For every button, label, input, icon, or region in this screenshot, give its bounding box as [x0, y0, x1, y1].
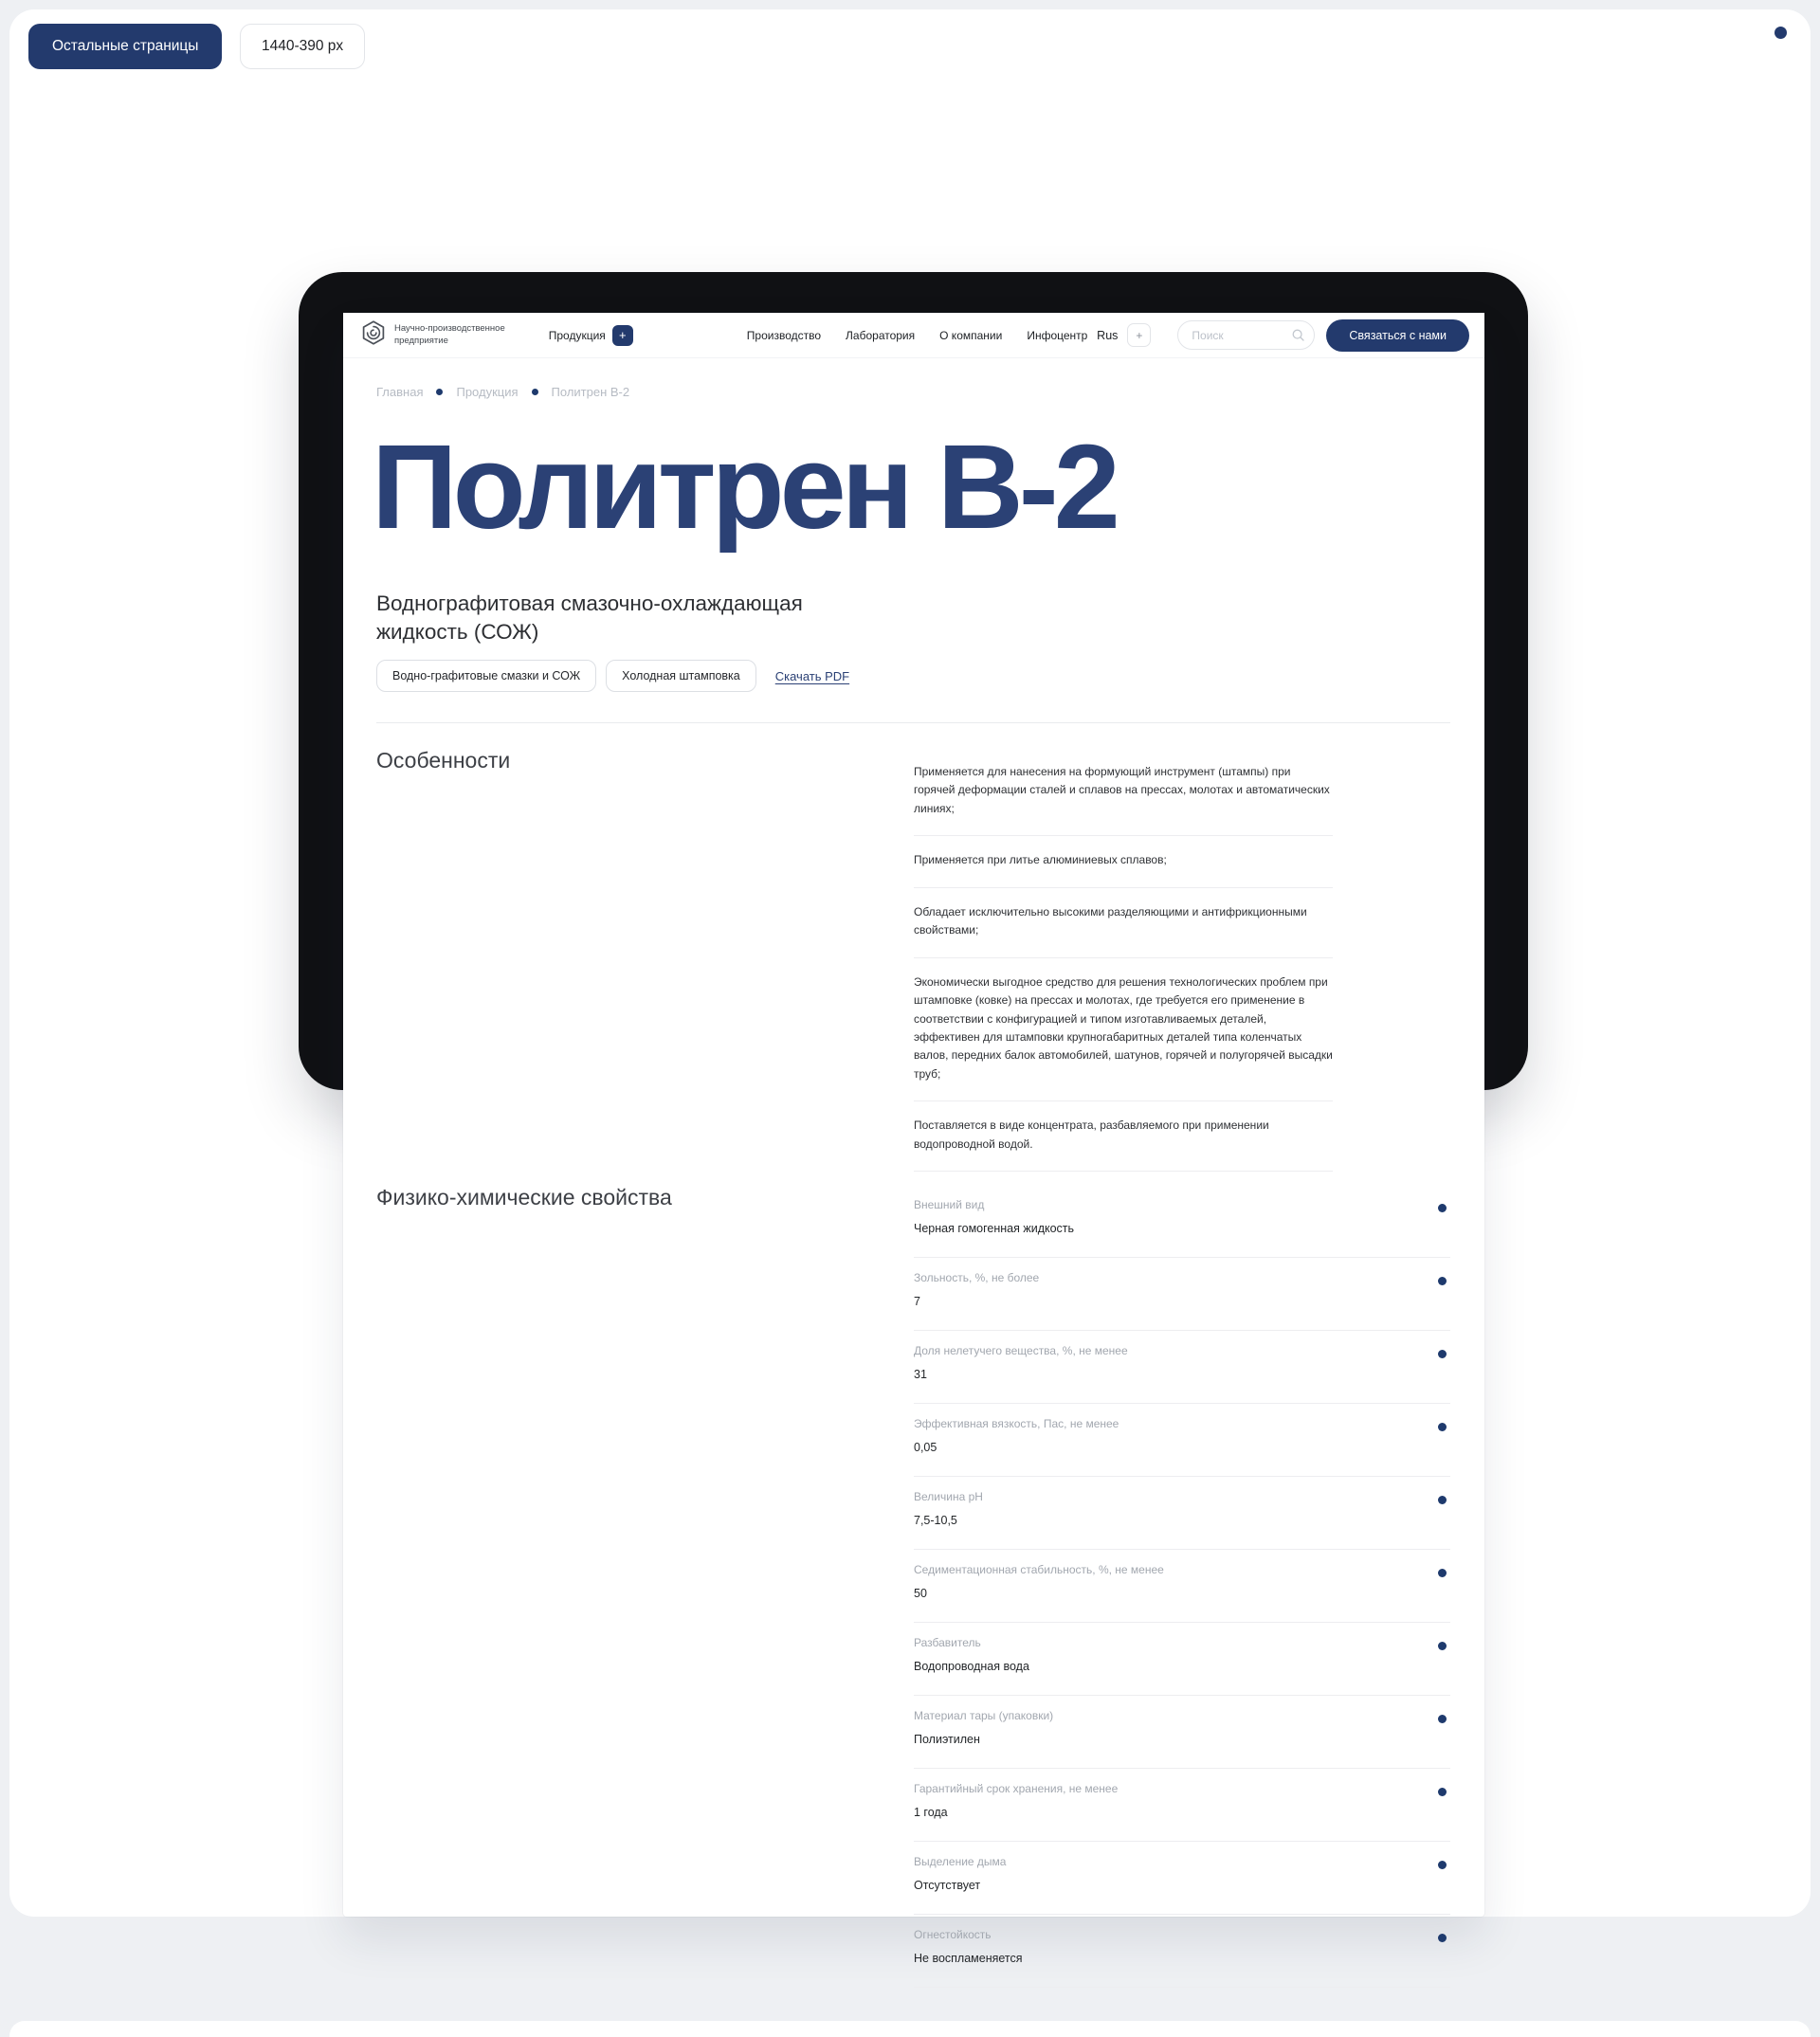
property-row: [914, 1258, 1450, 1331]
site-logo[interactable]: [360, 319, 505, 351]
nav-item[interactable]: Инфоцентр: [1027, 328, 1088, 342]
property-label: Доля нелетучего вещества, %, не менее: [914, 1344, 1128, 1358]
property-label: Зольность, %, не более: [914, 1271, 1040, 1285]
features-section: [376, 723, 1450, 1172]
property-value: 31: [914, 1368, 927, 1382]
category-tag[interactable]: Холодная штамповка: [606, 660, 756, 692]
property-label: Материал тары (упаковки): [914, 1709, 1054, 1723]
property-row: [914, 1185, 1450, 1258]
tag-list: [376, 660, 756, 692]
main-nav: [747, 329, 1088, 342]
features-heading: Особенности: [376, 748, 511, 773]
page-content: [376, 722, 1450, 1988]
products-label: Продукция: [548, 328, 606, 342]
language-label: Rus: [1097, 328, 1119, 342]
property-label: Величина pH: [914, 1490, 983, 1504]
property-value: 0,05: [914, 1441, 937, 1455]
property-label: Гарантийный срок хранения, не менее: [914, 1782, 1119, 1796]
tablet-screen: [343, 313, 1484, 1966]
property-label: Выделение дыма: [914, 1855, 1007, 1869]
property-row: [914, 1696, 1450, 1769]
property-value: 1 года: [914, 1806, 948, 1820]
other-pages-button[interactable]: Остальные страницы: [28, 24, 222, 69]
page-subtitle: Воднографитовая смазочно-охлаждающая жидкость (СОЖ): [376, 591, 803, 645]
property-value: Не воспламеняется: [914, 1952, 1023, 1966]
feature-item: Применяется для нанесения на формующий инструмент (штампы) при горячей деформации сталей и сплавов на прессах, молотах и автоматических линиях;: [914, 748, 1333, 836]
property-row: [914, 1477, 1450, 1550]
property-value: Водопроводная вода: [914, 1660, 1029, 1674]
breadcrumb-item[interactable]: Политрен В-2: [551, 385, 630, 399]
logo-hexagon-icon: [360, 319, 387, 351]
features-list: [914, 748, 1450, 1172]
header-right: [1097, 319, 1469, 352]
property-label: Седиментационная стабильность, %, не менее: [914, 1563, 1164, 1577]
feature-item: Поставляется в виде концентрата, разбавляемого при применении водопроводной водой.: [914, 1101, 1333, 1172]
language-plus-button[interactable]: +: [1127, 323, 1151, 347]
download-pdf-link[interactable]: Скачать PDF: [774, 668, 850, 683]
property-value: Черная гомогенная жидкость: [914, 1222, 1075, 1236]
property-value: 7,5-10,5: [914, 1514, 957, 1528]
search-field: [1177, 320, 1315, 350]
property-row: [914, 1550, 1450, 1623]
property-label: Внешний вид: [914, 1198, 985, 1212]
contact-button[interactable]: Связаться с нами: [1326, 319, 1469, 352]
property-value: Полиэтилен: [914, 1733, 980, 1747]
property-value: Отсутствует: [914, 1879, 981, 1893]
property-row: [914, 1769, 1450, 1842]
feature-item: Экономически выгодное средство для решения технологических проблем при штамповке (ковке) на прессах и молотах, где требуется его применение в соответствии с конфигурацией и типом изготавливаемых деталей, эффективен для штамповки крупногабаритных деталей типа коленчатых валов, передних балок автомобилей, шатунов, горячей и полугорячей высадки труб;: [914, 958, 1333, 1102]
nav-item[interactable]: Производство: [746, 328, 822, 342]
site-header: [343, 313, 1484, 358]
next-section-card-edge: [9, 2021, 1811, 2037]
property-label: Эффективная вязкость, Пас, не менее: [914, 1417, 1119, 1431]
property-row: [914, 1915, 1450, 1988]
page-title: Политрен В-2: [372, 420, 1116, 554]
breadcrumb-item[interactable]: Продукция: [456, 385, 551, 399]
property-row: [914, 1331, 1450, 1404]
property-label: Разбавитель: [914, 1636, 981, 1650]
properties-heading: Физико-химические свойства: [376, 1185, 672, 1210]
breadcrumb: [376, 385, 629, 399]
properties-section: [376, 1185, 1450, 1988]
products-menu[interactable]: [549, 325, 633, 346]
search-icon: [1292, 329, 1304, 341]
viewport-size-badge: 1440-390 px: [240, 24, 365, 69]
nav-item[interactable]: О компании: [939, 328, 1003, 342]
property-value: 7: [914, 1295, 920, 1309]
property-value: 50: [914, 1587, 927, 1601]
feature-item: Обладает исключительно высокими разделяющими и антифрикционными свойствами;: [914, 888, 1333, 958]
feature-item: Применяется при литье алюминиевых сплавов;: [914, 836, 1333, 887]
products-plus-button[interactable]: +: [612, 325, 633, 346]
nav-item[interactable]: Лаборатория: [846, 328, 916, 342]
logo-text: Научно-производственное предприятие: [394, 323, 505, 346]
breadcrumb-item[interactable]: Главная: [376, 385, 456, 399]
properties-list: [914, 1185, 1450, 1988]
category-tag[interactable]: Водно-графитовые смазки и СОЖ: [376, 660, 596, 692]
tags-row: [376, 660, 849, 692]
property-row: [914, 1404, 1450, 1477]
property-row: [914, 1623, 1450, 1696]
corner-dot: [1774, 27, 1787, 39]
property-row: [914, 1842, 1450, 1915]
property-label: Огнестойкость: [914, 1928, 992, 1942]
